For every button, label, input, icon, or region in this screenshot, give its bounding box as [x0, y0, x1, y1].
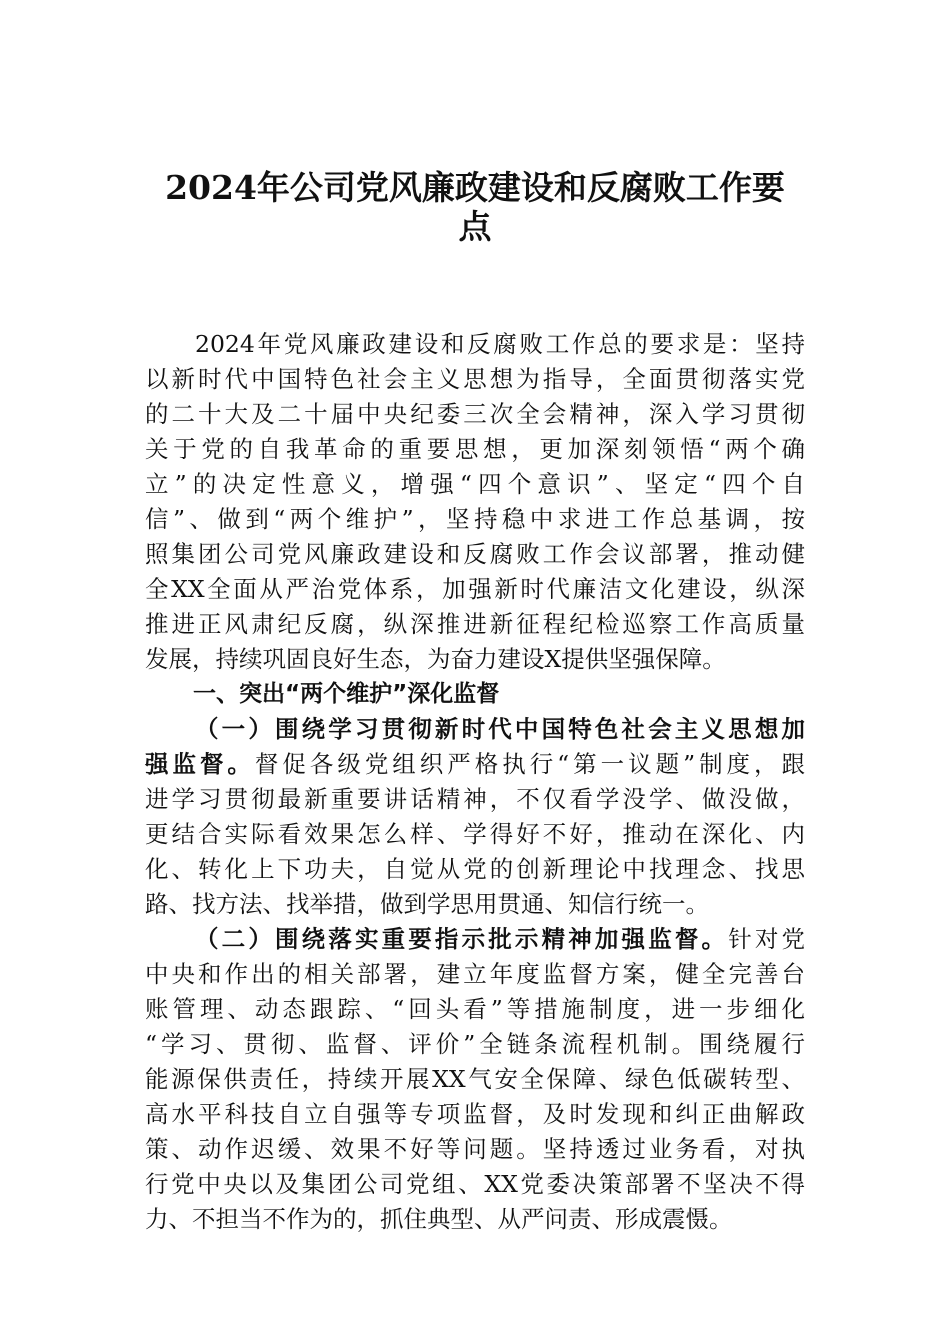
intro-line: 照集团公司党风廉政建设和反腐败工作会议部署，推动健	[145, 540, 805, 568]
paragraph-text: 针对党	[728, 925, 806, 953]
paragraph-line: 进学习贯彻最新重要讲话精神，不仅看学没学、做没做，	[145, 785, 805, 813]
document-title-line-2: 点	[458, 207, 492, 246]
document-title-line-1: 2024年公司党风廉政建设和反腐败工作要	[165, 168, 785, 207]
paragraph-line: 策、动作迟缓、效果不好等问题。坚持透过业务看，对执	[145, 1135, 805, 1163]
intro-line: 2024年党风廉政建设和反腐败工作总的要求是：坚持	[195, 330, 805, 358]
paragraph-line: 更结合实际看效果怎么样、学得好不好，推动在深化、内	[145, 820, 805, 848]
paragraph-text: 督促各级党组织严格执行“第一议题”制度，跟	[254, 750, 806, 778]
intro-line: 关于党的自我革命的重要思想，更加深刻领悟“两个确	[145, 435, 805, 463]
intro-line: 全XX全面从严治党体系，加强新时代廉洁文化建设，纵深	[145, 575, 805, 603]
paragraph-line: 路、找方法、找举措，做到学思用贯通、知信行统一。	[145, 890, 709, 918]
paragraph-line	[195, 923, 805, 955]
paragraph-line: 行党中央以及集团公司党组、XX党委决策部署不坚决不得	[145, 1170, 805, 1198]
paragraph-line: 能源保供责任，持续开展XX气安全保障、绿色低碳转型、	[145, 1065, 805, 1093]
paragraph-line: “学习、贯彻、监督、评价”全链条流程机制。围绕履行	[145, 1030, 805, 1058]
section-heading: 一、突出“两个维护”深化监督	[193, 681, 500, 707]
paragraph-line: 中央和作出的相关部署，建立年度监督方案，健全完善台	[145, 960, 805, 988]
paragraph-line	[145, 748, 805, 780]
subsection-lead-end: 强监督。	[145, 750, 255, 778]
intro-line: 以新时代中国特色社会主义思想为指导，全面贯彻落实党	[145, 365, 805, 393]
intro-line: 信”、做到“两个维护”，坚持稳中求进工作总基调，按	[145, 505, 805, 533]
intro-line: 推进正风肃纪反腐，纵深推进新征程纪检巡察工作高质量	[145, 610, 805, 638]
intro-line: 发展，持续巩固良好生态，为奋力建设X提供坚强保障。	[145, 645, 726, 673]
subsection-lead: （一）围绕学习贯彻新时代中国特色社会主义思想加	[195, 715, 805, 743]
paragraph-line: 账管理、动态跟踪、“回头看”等措施制度，进一步细化	[145, 995, 805, 1023]
paragraph-line: 高水平科技自立自强等专项监督，及时发现和纠正曲解政	[145, 1100, 805, 1128]
paragraph-line: 力、不担当不作为的，抓住典型、从严问责、形成震慑。	[145, 1205, 733, 1233]
intro-line: 立”的决定性意义，增强“四个意识”、坚定“四个自	[145, 470, 805, 498]
paragraph-line: 化、转化上下功夫，自觉从党的创新理论中找理念、找思	[145, 855, 805, 883]
subsection-lead: （二）围绕落实重要指示批示精神加强监督。	[195, 925, 729, 953]
intro-line: 的二十大及二十届中央纪委三次全会精神，深入学习贯彻	[145, 400, 805, 428]
